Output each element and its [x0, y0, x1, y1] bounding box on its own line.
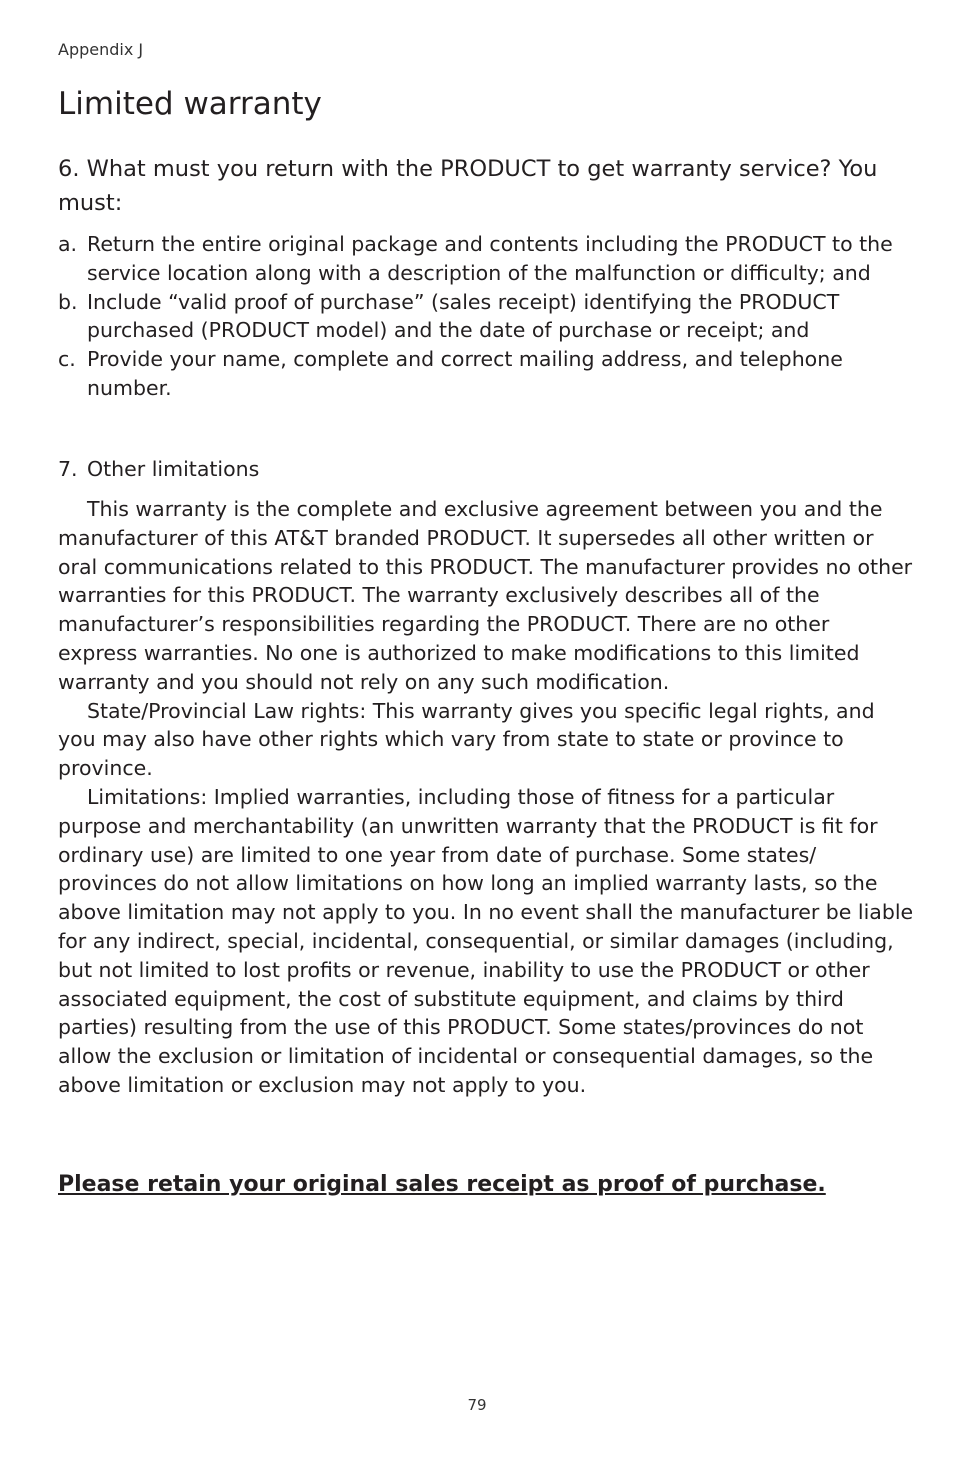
section-6-list	[58, 230, 918, 403]
paragraph-law-rights: State/Provincial Law rights: This warranty gives you specific legal rights, and you may also have other rights which vary from state to state or province to province.	[58, 698, 875, 781]
list-item	[58, 230, 918, 288]
receipt-notice: Please retain your original sales receipt as proof of purchase.	[58, 1172, 826, 1197]
list-item-text: Include “valid proof of purchase” (sales receipt) identifying the PRODUCT purchased (PRODUCT model) and the date of purchase or receipt; and	[87, 289, 840, 343]
list-item-text: Provide your name, complete and correct mailing address, and telephone number.	[87, 347, 843, 400]
page-number: 79	[467, 1396, 487, 1414]
section-7-number: 7.	[58, 457, 78, 481]
list-item	[58, 288, 918, 346]
list-item-text: Return the entire original package and contents including the PRODUCT to the service location along with a description of the malfunction or difficulty; and	[87, 232, 893, 285]
section-7-title: Other limitations	[87, 457, 260, 481]
section-7-body	[58, 495, 914, 1100]
page-title: Limited warranty	[58, 86, 322, 122]
paragraph-agreement: This warranty is the complete and exclusive agreement between you and the manufacturer of this AT&T branded PRODUCT. It supersedes all other written or oral communications related to this PRODUCT. The manufacturer provides no other warranties for this PRODUCT. The warranty exclusively describes all of the manufacturer’s responsibilities regarding the PRODUCT. There are no other express warranties. No one is authorized to make modifications to this limited warranty and you should not rely on any such modification.	[58, 497, 913, 694]
list-marker: b.	[58, 289, 78, 314]
section-7-heading	[58, 455, 259, 483]
list-marker: a.	[58, 232, 78, 256]
list-item	[58, 345, 918, 403]
section-6-question: 6. What must you return with the PRODUCT to get warranty service? You must:	[58, 156, 878, 216]
paragraph-limitations: Limitations: Implied warranties, including those of fitness for a particular purpose and merchantability (an unwritten warranty that the PRODUCT is fit for ordinary use) are limited to one year from date of purchase. Some states/ provinces do not allow limitations on how long an implied warranty lasts, so the above limitation may not apply to you. In no event shall the manufacturer be liable for any indirect, special, incidental, consequential, or similar damages (including, but not limited to lost profits or revenue, inability to use the PRODUCT or other associated equipment, the cost of substitute equipment, and claims by third parties) resulting from the use of this PRODUCT. Some states/provinces do not allow the exclusion or limitation of incidental or consequential damages, so the above limitation or exclusion may not apply to you.	[58, 784, 914, 1097]
list-marker: c.	[58, 347, 76, 372]
appendix-label: Appendix J	[58, 40, 144, 59]
